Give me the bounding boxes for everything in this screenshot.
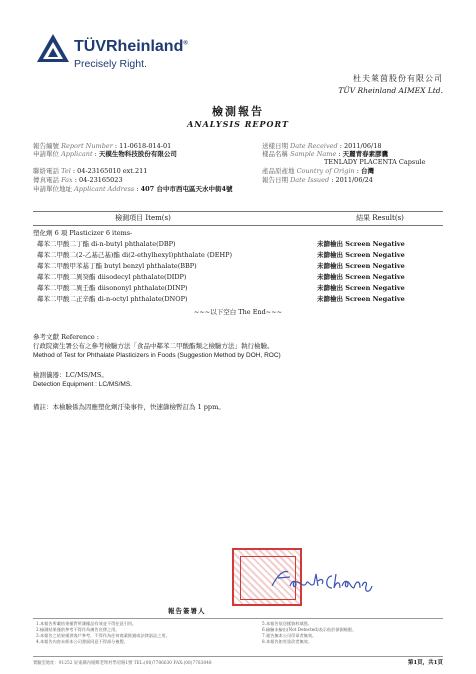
company-name-en: TÜV Rheinland AIMEX Ltd. — [338, 86, 443, 95]
sample-name-en: TENLADY PLACENTA Capsule — [324, 158, 426, 166]
signatory-label: 報告簽署人 — [168, 607, 206, 615]
fax: 傳真電話 Fax : 04-23165023 — [33, 176, 123, 184]
end-marker: ~~~以下空白 The End~~~ — [33, 307, 443, 316]
date-received: 送樣日期 Date Received : 2011/06/18 — [262, 142, 382, 150]
header-item: 檢測項目 Item(s) — [115, 214, 171, 222]
applicant: 申請單位 Applicant : 天模生物科技股份有限公司 — [33, 150, 177, 158]
table-row: 鄰苯二甲酸二異癸酯 diisodecyl phthalate(DIDP) 未篩檢出 Screen Negative — [37, 273, 405, 281]
table-row: 鄰苯二甲酸二(2-乙基己基)酯 di(2-ethylhexyl)phthalate (DEHP) 未篩檢出 Screen Negative — [37, 251, 405, 259]
brand-name: TÜVRheinland® — [74, 38, 188, 55]
table-header — [33, 211, 443, 226]
report-number: 報告編號 Report Number : 11-0618-014-01 — [33, 142, 172, 150]
date-issued: 報告日期 Date Issued : 2011/06/24 — [262, 176, 373, 184]
footer-rule-top — [33, 618, 443, 619]
page-number: 第1頁，共1頁 — [407, 660, 443, 666]
applicant-address: 申請單位地址 Applicant Address : 407 台中市西屯區天水中街4號 — [33, 185, 233, 193]
table-end — [33, 308, 443, 316]
equipment-zh: 檢測儀器：LC/MS/MS。 — [33, 371, 108, 379]
lab-address: 實驗室地址：91252 屏東縣內埔鄉老埤村學府路1號 TEL:(08)7786630 FAX:(08)7783848 — [33, 661, 212, 666]
reference-zh: 行政院衛生署公布之參考檢驗方法「食品中鄰苯二甲酸酯類之檢驗方法」執行檢驗。 — [33, 342, 274, 350]
table-row: 鄰苯二甲酸二正辛酯 di-n-octyl phthalate(DNOP) 未篩檢出 Screen Negative — [37, 295, 405, 303]
table-row: 鄰苯二甲酸二丁酯 di-n-butyl phthalate(DBP) 未篩檢出 Screen Negative — [37, 240, 405, 248]
equipment-en: Detection Equipment : LC/MS/MS. — [33, 381, 132, 388]
sample-name: 樣品名稱 Sample Name : 天麗青春素膠囊 — [262, 150, 389, 158]
notes-right: 5.本報告依送樣資料填寫。 6.檢驗未檢出(Not Detected)表示低於偵測極限。 7.報告無本公司印章者無效。 8.本報告如有塗改者無效。 — [262, 621, 357, 644]
report-title: 檢測報告 — [212, 105, 264, 118]
signature-icon — [270, 566, 380, 596]
reference-label: 參考文獻 Reference : — [33, 333, 99, 341]
remark: 備註：本檢驗係為因應塑化劑汙染事件，快速篩檢暫訂為 1 ppm。 — [33, 403, 225, 411]
header-result: 結果 Result(s) — [356, 214, 404, 222]
country-of-origin: 產品原產地 Country of Origin : 台灣 — [262, 167, 374, 175]
report-title-en: ANALYSIS REPORT — [187, 119, 289, 129]
brand-tagline: Precisely Right. — [74, 58, 147, 70]
tuv-logo-icon — [36, 33, 70, 63]
footer-rule-bottom — [33, 656, 443, 657]
company-name-zh: 杜夫萊茵股份有限公司 — [353, 74, 443, 83]
reference-en: Method of Test for Phthalate Plasticizers in Foods (Suggestion Method by DOH, ROC) — [33, 352, 281, 359]
notes-left: 1.本報告所載結果僅對所測樣品有效並不得任意引用。 2.檢測結果僅供參考不得作為廣告宣傳之用。 3.本報告之結果僅供客戶參考，不得作為任何商業推銷或法律訴訟之用。 4.本報告內容未經本公司書面同意不得部分複製。 — [36, 621, 170, 644]
results-table — [33, 211, 443, 316]
tel: 聯絡電話 Tel : 04-23165010 ext.211 — [33, 167, 148, 175]
table-row: 鄰苯二甲酸二異壬酯 diisononyl phthalate(DINP) 未篩檢出 Screen Negative — [37, 284, 405, 292]
table-group-row: 塑化劑 6 項 Plasticizer 6 items- — [33, 229, 133, 237]
table-row: 鄰苯二甲酸甲苯基丁酯 butyl benzyl phthalate(BBP) 未篩檢出 Screen Negative — [37, 262, 405, 270]
